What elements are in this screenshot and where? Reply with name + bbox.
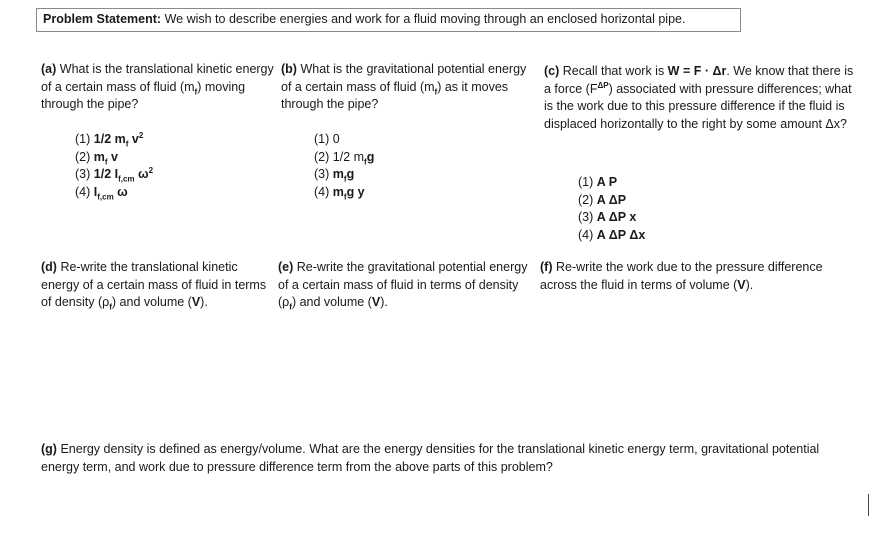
- question-c-text2: . We know that there is a force (F: [544, 64, 854, 96]
- text-cursor: [868, 494, 869, 516]
- question-c-label: (c): [544, 64, 560, 78]
- option-a-2: (2) $m_f$ v: [75, 149, 118, 166]
- option-c-1: (1) A P: [578, 175, 618, 189]
- question-g: [41, 441, 853, 476]
- option-a-3: (3) 1/2 $I_{f,cm}$ $\omega^2$: [75, 165, 154, 184]
- question-b: [281, 61, 533, 114]
- question-b-label: (b): [281, 62, 297, 76]
- question-b-text: What is the gravitational potential energy of a certain mass of fluid (m: [281, 62, 527, 94]
- question-d-label: (d): [41, 260, 57, 274]
- option-c-3: (3) A ΔP x: [578, 210, 637, 224]
- work-formula: W = F · Δr: [667, 64, 727, 78]
- question-b-text-end: ) as it moves through the pipe?: [281, 79, 509, 111]
- option-b-3: (3) $m_fg$: [314, 167, 355, 184]
- question-a: [41, 61, 277, 114]
- problem-statement-text: We wish to describe energies and work for a fluid moving through an enclosed horizontal pipe.: [161, 12, 686, 26]
- question-f: (f) Re-write the work due to the pressure difference across the fluid in terms of volume (V).: [540, 260, 823, 292]
- option-b-2: (2) 1/2 $m_fg$: [314, 149, 375, 166]
- question-b-sub: f: [434, 87, 438, 96]
- option-a-4: (4) $I_{f,cm}$ ω: [75, 184, 128, 201]
- question-a-sub: f: [194, 87, 198, 96]
- question-c-sup: ΔP: [597, 80, 609, 90]
- question-a-text-end: ) moving through the pipe?: [41, 79, 246, 111]
- option-c-4: (4) A ΔP Δx: [578, 227, 646, 242]
- problem-statement-label: Problem Statement:: [43, 12, 162, 26]
- question-d-text: Re-write the translational kinetic energy of a certain mass of fluid in terms of density (ρ: [41, 260, 267, 309]
- question-e-text: Re-write the gravitational potential energy of a certain mass of fluid in terms of density (ρ: [278, 260, 528, 309]
- question-c: [544, 63, 862, 133]
- question-d: (d) Re-write the translational kinetic energy of a certain mass of fluid in terms of density $(\rho_f)$ and volume (V).: [41, 260, 267, 312]
- question-f-text: Re-write the work due to the pressure difference across the fluid in terms of volume (: [540, 260, 823, 292]
- question-c-text3: ) associated with pressure differences; what is the work due to this pressure difference if the fluid is displaced horizontally to the right by some amount Δx?: [544, 81, 852, 131]
- option-c-2: (2) A ΔP: [578, 192, 627, 207]
- option-b-1: (1) 0: [314, 132, 340, 146]
- question-g-label: (g): [41, 442, 57, 456]
- question-g-text: Energy density is defined as energy/volume. What are the energy densities for the translational kinetic energy term, gravitational potential energy term, and work due to pressure difference term from the above parts of this problem?: [41, 442, 820, 474]
- options-b: [314, 131, 374, 201]
- question-e: (e) Re-write the gravitational potential energy of a certain mass of fluid in terms of density $(\rho_f)$ and volume (V).: [278, 260, 528, 312]
- question-f-label: (f): [540, 260, 553, 274]
- question-c-text1: Recall that work is: [562, 64, 668, 78]
- option-a-1: (1) 1/2 $m_f$ $v^2$: [75, 130, 144, 149]
- options-a: [75, 131, 153, 201]
- question-a-label: (a): [41, 62, 57, 76]
- question-e-label: (e): [278, 260, 294, 274]
- problem-statement-box: [36, 8, 741, 32]
- question-a-text: What is the translational kinetic energy of a certain mass of fluid (m: [41, 62, 274, 94]
- option-b-4: (4) $m_fg$ y: [314, 184, 365, 201]
- options-c: [578, 174, 645, 244]
